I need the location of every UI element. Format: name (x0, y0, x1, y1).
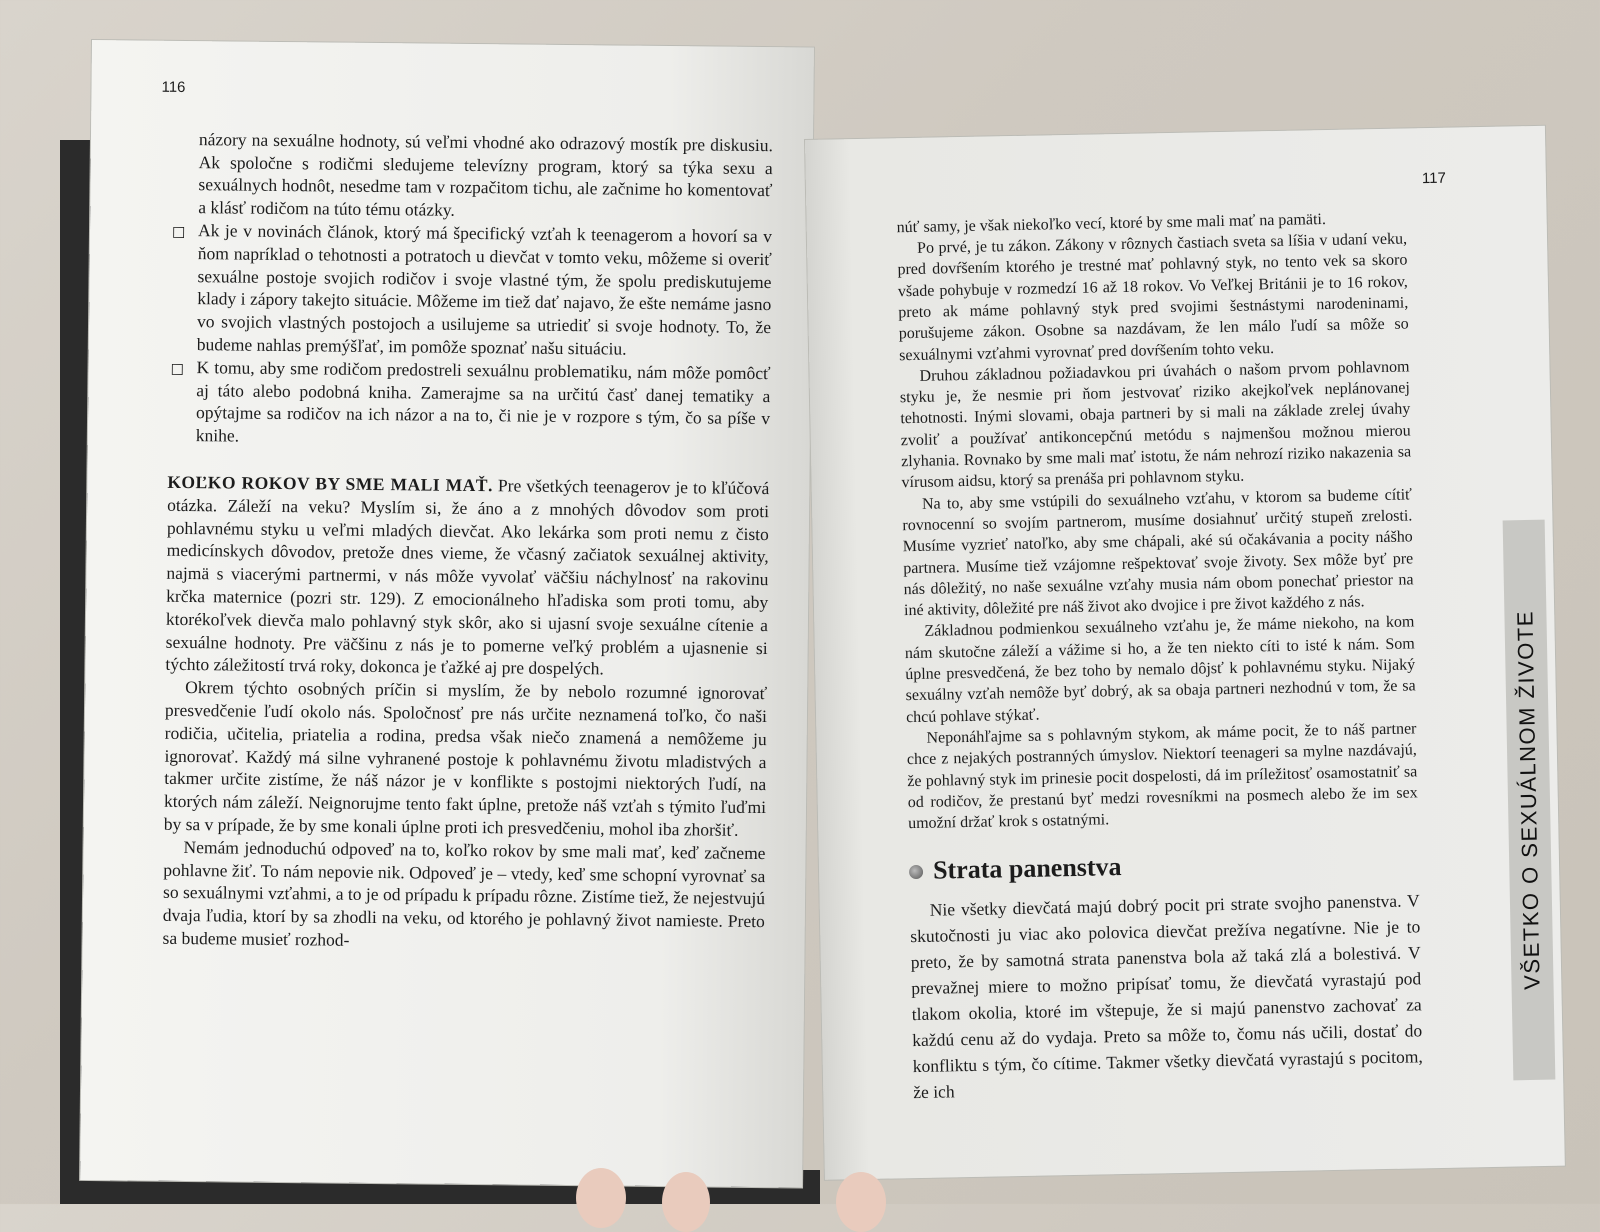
bullet-text: K tomu, aby sme rodičom predostreli sexuálnu problematiku, nám môže pomôcť aj táto alebo podobná kniha. Zamerajme sa na určitú časť danej tematiky a opýtajme sa rodičov na ich názor a na to, či nie je v rozpore s tým, čo sa píše v knihe. (195, 356, 771, 446)
paragraph: Na to, aby sme vstúpili do sexuálneho vzťahu, v ktorom sa budeme cítiť rovnocenní so svojím partnerom, musíme dosiahnuť určitý stupeň zrelosti. Musíme vyzrieť natoľko, aby sme chápali, aké sú očakávania a pocity nášho partnera. Musíme tiež vzájomne rešpektovať svoje životy. Sex môže byť pre nás dôležitý, no naše sexuálne vzťahy musia nám obom ponechať priestor na iné aktivity, dôležité pre náš život ako dvojice i pre život každého z nás. (902, 486, 1414, 620)
paragraph: Nie všetky dievčatá majú dobrý pocit pri strate svojho panenstva. V skutočnosti ju viac ako polovica dievčat prežíva negatívne. Nie je to preto, že by samotná strata panenstva bola až taká zlá a bolestivá. V prevažnej miere to možno pripísať tomu, že dievčatá vyrastajú pod tlakom okolia, ktoré im vštepuje, že si majú panenstvo zachovať za každú cenu až do vydaja. Preto sa môže to, čomu nás učili, dostať do konfliktu s tým, čo cítime. Takmer všetky dievčatá vyrastajú s pocitom, že ich (910, 890, 1423, 1103)
checkbox-icon: ☐ (170, 362, 185, 379)
section-heading: KOĽKO ROKOV BY SME MALI MAŤ. (167, 471, 494, 496)
section-text: Pre všetkých teenagerov je to kľúčová otázka. Záleží na veku? Myslím si, že áno a z mnohých dôvodov som proti pohlavnému styku u veľmi mladých dievčat. Ako lekárka som proti nemu z čisto medicínskych dôvodov, pretože dnes vieme, že včasný začiatok sexuálnej aktivity, najmä s viacerými partnermi, v nás môže vyvolať väčšiu náchylnosť na rakovinu krčka maternice (pozri str. 129). Z emocionálneho hľadiska som proti tomu, aby ktorékoľvek dievča malo pohlavný styk skôr, ako si ujasní svoje sexuálne cítenie a sexuálne hodnoty. Pre väčšinu z nás je to pomerne veľký problém a ujasnenie si týchto záležitostí trvá roky, dokonca je ťažké aj pre dospelých. (165, 475, 770, 679)
bullet-text: Ak je v novinách článok, ktorý má špecifický vzťah k teenagerom a hovorí sa v ňom napríklad o tehotnosti a potratoch u dievčat v tomto veku, môžeme si overiť sexuálne postoje svojich rodičov i svoje vlastné tým, že spolu prediskutujeme klady i zápory takejto situácie. Môžeme im tiež dať najavo, že ešte nemáme jasno vo svojich vlastných postojoch a usilujeme sa utriediť si svoje hodnoty. To, že budeme nahlas premýšľať, im pomôže spoznať našu situáciu. (196, 220, 773, 359)
heading-text: Strata panenstva (932, 852, 1122, 886)
paragraph: Druhou základnou požiadavkou pri úvahách o našom prvom pohlavnom styku je, že nesmie pri ňom jestvovať riziko akejkoľvek neplánovanej tehotnosti. Inými slovami, obaja partneri by si mali na základe zrelej úvahy zvoliť a používať antikoncepčnú metódu s najmenšou možnou mierou zlyhania. Rovnako by sme mali mať istotu, že nám nehrozí riziko nakazenia sa vírusom aidsu, ktorý sa prenáša pri pohlavnom styku. (899, 358, 1412, 492)
page-number-right: 117 (1421, 169, 1447, 188)
right-page (805, 126, 1565, 1180)
checkbox-icon: ☐ (171, 225, 186, 242)
section-paragraph (165, 471, 769, 682)
paragraph: Neponáhľajme sa s pohlavným stykom, ak máme pocit, že to náš partner chce z nejakých postranných úmyslov. Niektorí teenageri sa mylne nazdávajú, že pohlavný styk im prinesie pocit dospelosti, dá im príležitosť osamostatniť sa od rodičov, že prestanú byť medzi rovesníkmi na posmech alebo že im sex umožní držať krok s ostatnými. (906, 720, 1418, 833)
thumb (576, 1168, 626, 1228)
paragraph: Po prvé, je tu zákon. Zákony v rôznych častiach sveta sa líšia v udaní veku, pred dovŕšením ktorého je trestné mať pohlavný styk, no tento vek sa skoro všade pohybuje v rozmedzí 16 až 18 rokov. Vo Veľkej Británii je to 16 rokov, preto ak máme pohlavný styk pred svojimi šestnástymi narodeninami, porušujeme zákon. Osobne sa nazdávam, že len málo ľudí sa môže so sexuálnymi vzťahmi vyrovnať pred dovŕšením tohto veku. (897, 230, 1409, 364)
section-heading (909, 851, 1419, 884)
page-number-left: 116 (161, 78, 186, 96)
paragraph: núť samy, je však niekoľko vecí, ktoré by sme mali mať na pamäti. (896, 210, 1327, 237)
bullet-dot-icon (909, 865, 923, 879)
paragraph: Nemám jednoduchú odpoveď na to, koľko rokov by sme mali mať, keď začneme pohlavne žiť. To nám nepovie nik. Odpoveď je – vtedy, keď sme schopní vyrovnať sa so sexuálnymi vzťahmi, a to je od prípadu k prípadu rôzne. Zistíme tiež, že nejestvujú dvaja ľudia, ktorí by sa zhodli na veku, od ktorého je pohlavný život namieste. Preto sa budeme musieť rozhod- (162, 836, 766, 950)
paragraph: Okrem týchto osobných príčin si myslím, že by nebolo rozumné ignorovať presvedčenie ľudí okolo nás. Spoločnosť pre nás určite neznamená toľko, čo naši rodičia, učitelia, priatelia a rodina, predsa však niečo znamená a nemôžeme ju ignorovať. Každý má silne vyhranené postoje k pohlavnému životu mladistvých a takmer určite zistíme, že náš názor je v konflikte s postojmi niektorých ľudí, na ktorých nám záleží. Neignorujme tento fakt úplne, pretože náš vzťah s týmito ľuďmi by sa v prípade, že by sme konali úplne proti ich presvedčeniu, mohol iba zhoršiť. (163, 677, 768, 840)
thumb (662, 1172, 710, 1232)
thumb (836, 1172, 886, 1232)
paragraph: Základnou podmienkou sexuálneho vzťahu je, že máme niekoho, na kom nám skutočne záleží a vážime si ho, a že ten niekto cíti to isté k nám. Som úplne presvedčená, že bez toho by nemalo dôjsť k pohlavnému styku. Nijaký sexuálny vzťah nemôže byť dobrý, ak sa obaja partneri nezhodnú v tom, že sa chcú pohlave stýkať. (904, 613, 1416, 726)
chapter-title: VŠETKO O SEXUÁLNOM ŽIVOTE (1512, 609, 1545, 991)
paragraph: názory na sexuálne hodnoty, sú veľmi vhodné ako odrazový mostík pre diskusiu. Ak spoločne s rodičmi sledujeme televízny program, ktorý sa týka sexu a sexuálnych hodnôt, nesedme tam v rozpačitom tichu, ale začnime ho komentovať a klásť rodičom na túto tému otázky. (198, 128, 774, 220)
left-page (80, 40, 814, 1187)
checkbox-item (169, 219, 772, 362)
checkbox-item (168, 356, 771, 453)
